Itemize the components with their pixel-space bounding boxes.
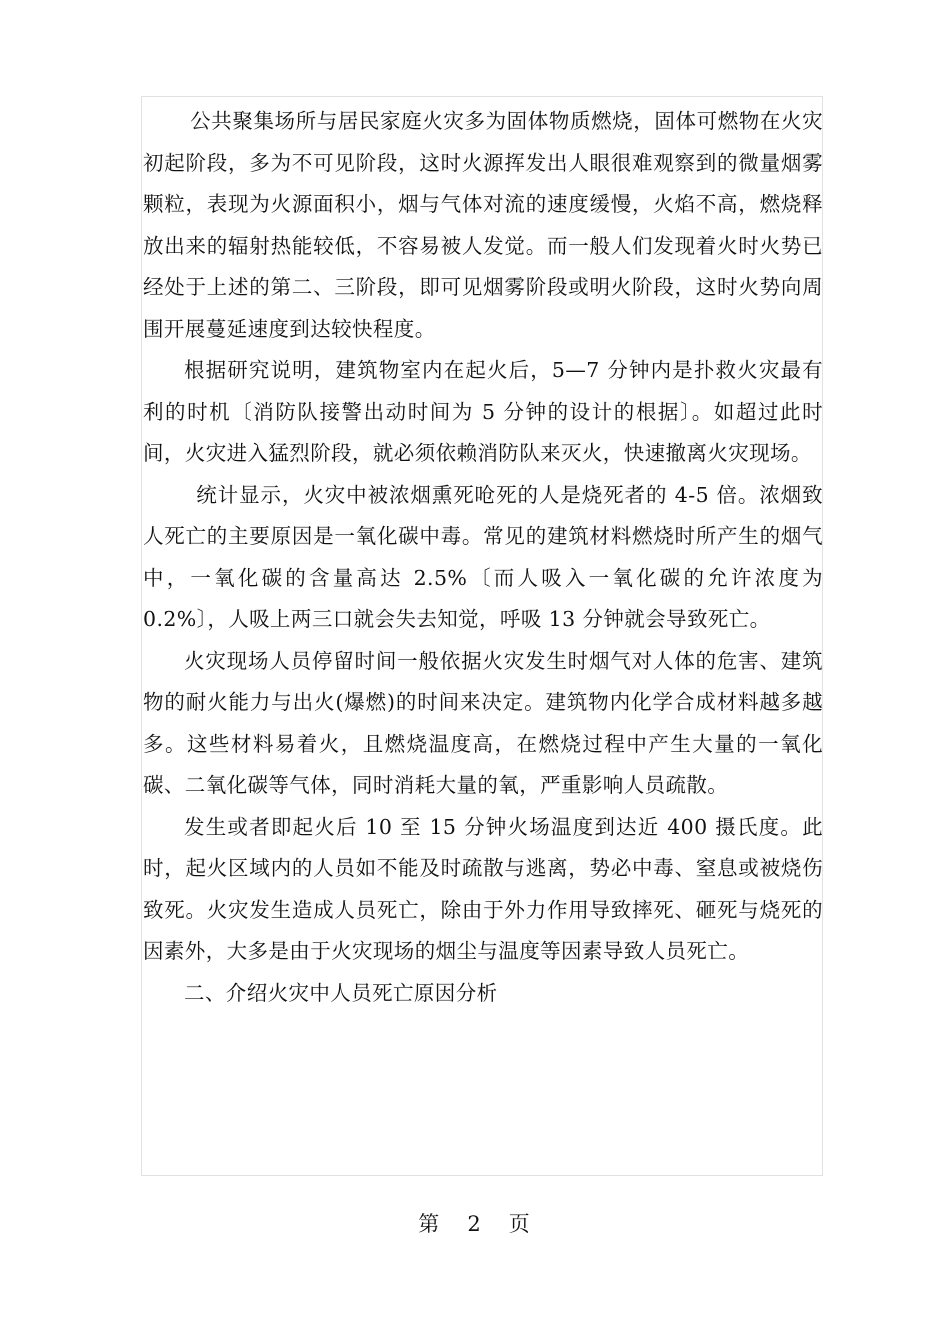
document-body	[143, 101, 823, 1014]
paragraph-fire-stages: 公共聚集场所与居民家庭火灾多为固体物质燃烧，固体可燃物在火灾初起阶段，多为不可见阶段，这时火源挥发出人眼很难观察到的微量烟雾颗粒，表现为火源面积小，烟与气体对流的速度缓慢，火焰不高，燃烧释放出来的辐射热能较低，不容易被人发觉。而一般人们发现着火时火势已经处于上述的第二、三阶段，即可见烟雾阶段或明火阶段，这时火势向周围开展蔓延速度到达较快程度。	[143, 109, 823, 341]
paragraph-smoke-deaths: 统计显示，火灾中被浓烟熏死呛死的人是烧死者的 4-5 倍。浓烟致人死亡的主要原因是一氧化碳中毒。常见的建筑材料燃烧时所产生的烟气中，一氧化碳的含量高达 2.5%〔而人吸入一氧化碳的允许浓度为 0.2%〕，人吸上两三口就会失去知觉，呼吸 13 分钟就会导致死亡。	[143, 482, 823, 631]
page-number	[0, 1208, 950, 1238]
section-heading: 二、介绍火灾中人员死亡原因分析	[184, 980, 498, 1005]
paragraph-rescue-timing: 根据研究说明，建筑物室内在起火后，5—7 分钟内是扑救火灾最有利的时机〔消防队接警出动时间为 5 分钟的设计的根据〕。如超过此时间，火灾进入猛烈阶段，就必须依赖消防队来灭火，快速撤离火灾现场。	[143, 358, 823, 465]
page-suffix: 页	[508, 1212, 532, 1236]
paragraph-stay-time: 火灾现场人员停留时间一般依据火灾发生时烟气对人体的危害、建筑物的耐火能力与出火(爆燃)的时间来决定。建筑物内化学合成材料越多越多。这些材料易着火，且燃烧温度高，在燃烧过程中产生大量的一氧化碳、二氧化碳等气体，同时消耗大量的氧，严重影响人员疏散。	[143, 648, 823, 797]
page-prefix: 第	[418, 1212, 442, 1236]
page-number-value: 2	[467, 1212, 483, 1236]
paragraph-temperature: 发生或者即起火后 10 至 15 分钟火场温度到达近 400 摄氏度。此时，起火区域内的人员如不能及时疏散与逃离，势必中毒、窒息或被烧伤致死。火灾发生造成人员死亡，除由于外力作用导致摔死、砸死与烧死的因素外，大多是由于火灾现场的烟尘与温度等因素导致人员死亡。	[143, 814, 823, 963]
